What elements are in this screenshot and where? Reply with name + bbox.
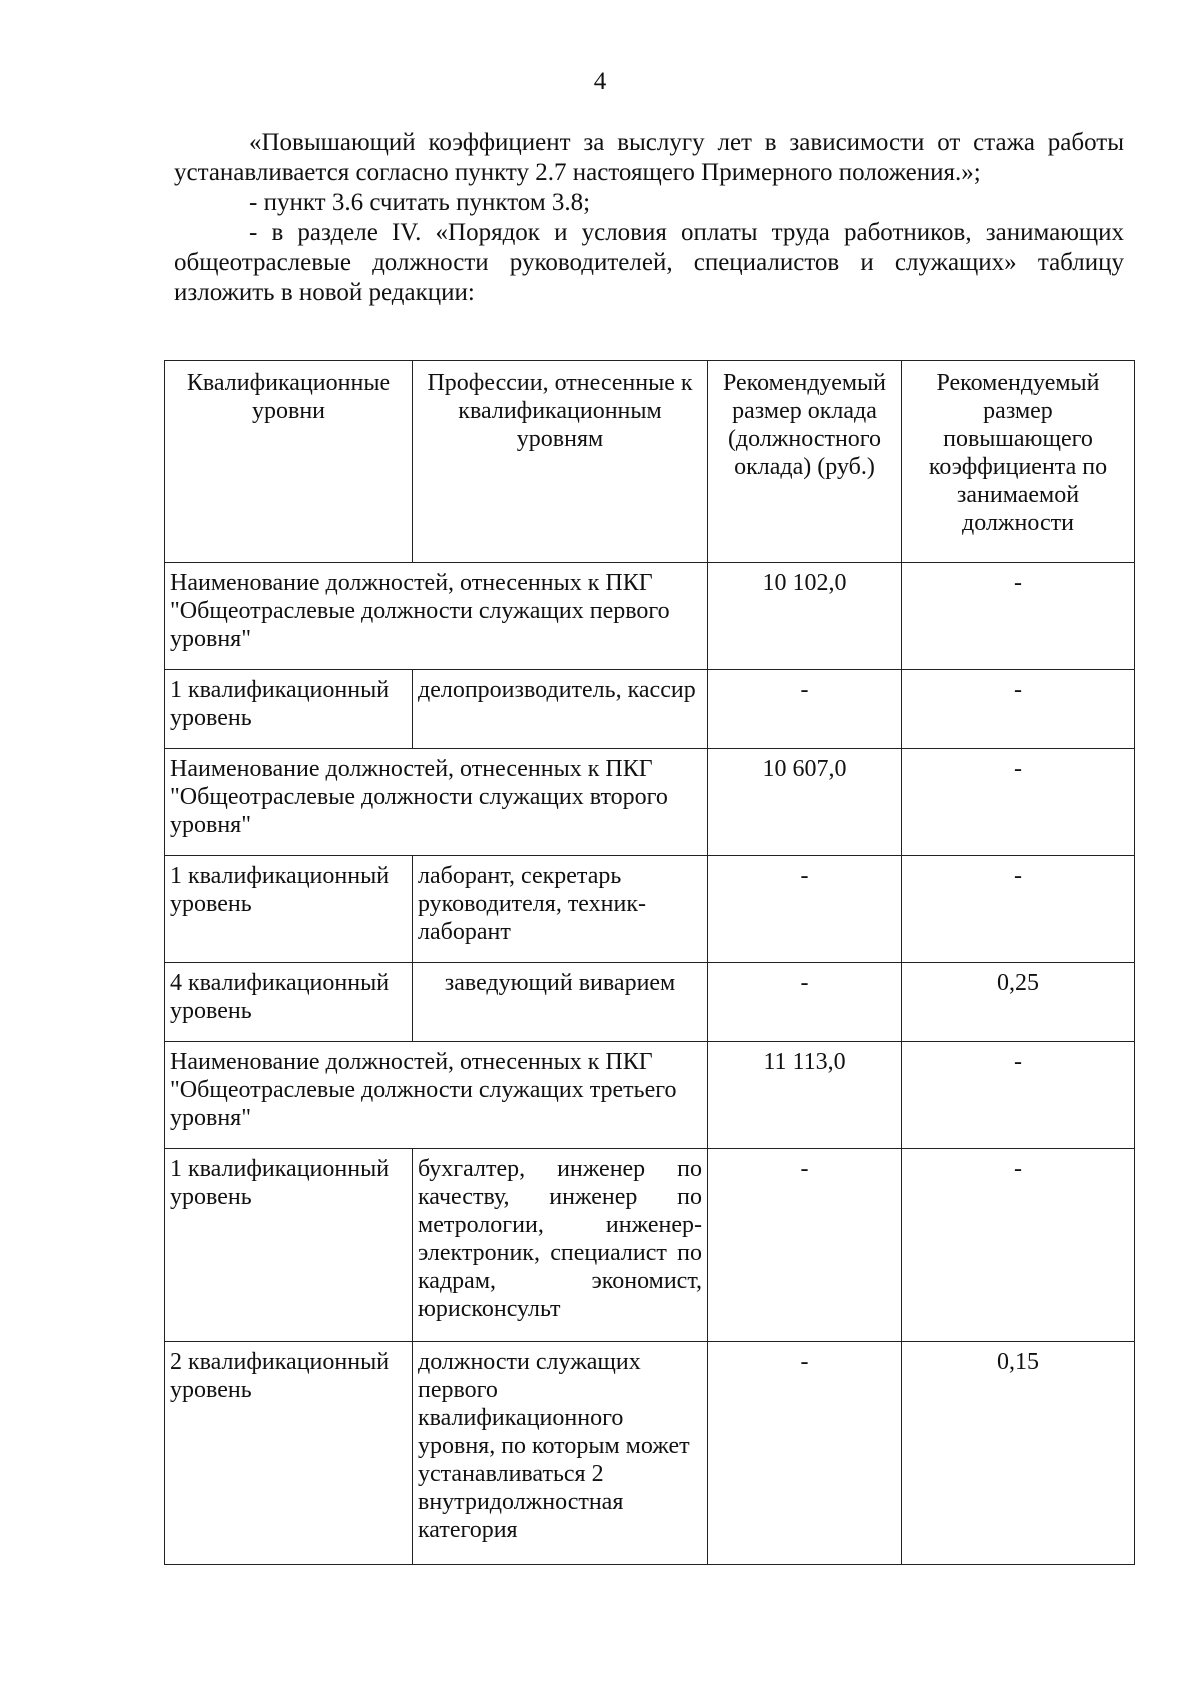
group-name-cell: Наименование должностей, отнесенных к ПКГ "Общеотраслевые должности служащих второго уровня" — [165, 749, 708, 856]
group-name-cell: Наименование должностей, отнесенных к ПКГ "Общеотраслевые должности служащих третьего уровня" — [165, 1042, 708, 1149]
profession-cell: заведующий виварием — [413, 963, 708, 1042]
salary-table — [164, 360, 1135, 1565]
profession-cell: бухгалтер, инженер по качеству, инженер по метрологии, инженер-электроник, специалист по кадрам, экономист, юрисконсульт — [413, 1149, 708, 1342]
salary-cell: - — [708, 1149, 902, 1342]
header-levels: Квалификационные уровни — [165, 361, 413, 563]
level-cell: 2 квалификационный уровень — [165, 1342, 413, 1565]
salary-cell: 10 102,0 — [708, 563, 902, 670]
profession-cell: должности служащих первого квалификационного уровня, по которым может устанавливаться 2 внутридолжностная категория — [413, 1342, 708, 1565]
coefficient-cell: - — [902, 563, 1135, 670]
coefficient-cell: - — [902, 670, 1135, 749]
table-row — [165, 1342, 1135, 1565]
level-cell: 4 квалификационный уровень — [165, 963, 413, 1042]
intro-paragraph-2: - пункт 3.6 считать пунктом 3.8; — [249, 189, 591, 216]
intro-paragraph-1: «Повышающий коэффициент за выслугу лет в зависимости от стажа работы устанавливается согласно пункту 2.7 настоящего Примерного положения.»; — [174, 129, 1124, 186]
level-cell: 1 квалификационный уровень — [165, 1149, 413, 1342]
salary-cell: - — [708, 963, 902, 1042]
coefficient-cell: 0,25 — [902, 963, 1135, 1042]
table-row — [165, 563, 1135, 670]
table-row — [165, 1042, 1135, 1149]
intro-paragraph-3: - в разделе IV. «Порядок и условия оплаты труда работников, занимающих общеотраслевые должности руководителей, специалистов и служащих» таблицу изложить в новой редакции: — [174, 219, 1124, 306]
table-row — [165, 749, 1135, 856]
page-number: 4 — [593, 68, 607, 95]
table-row — [165, 856, 1135, 963]
level-cell: 1 квалификационный уровень — [165, 856, 413, 963]
header-coefficient: Рекомендуемый размер повышающего коэффициента по занимаемой должности — [902, 361, 1135, 563]
salary-cell: 11 113,0 — [708, 1042, 902, 1149]
salary-cell: 10 607,0 — [708, 749, 902, 856]
coefficient-cell: - — [902, 749, 1135, 856]
salary-cell: - — [708, 670, 902, 749]
coefficient-cell: - — [902, 1149, 1135, 1342]
header-salary: Рекомендуемый размер оклада (должностного оклада) (руб.) — [708, 361, 902, 563]
table-row — [165, 963, 1135, 1042]
salary-cell: - — [708, 1342, 902, 1565]
profession-cell: делопроизводитель, кассир — [413, 670, 708, 749]
coefficient-cell: - — [902, 1042, 1135, 1149]
table-row — [165, 670, 1135, 749]
coefficient-cell: 0,15 — [902, 1342, 1135, 1565]
table-header-row — [165, 361, 1135, 563]
coefficient-cell: - — [902, 856, 1135, 963]
level-cell: 1 квалификационный уровень — [165, 670, 413, 749]
salary-cell: - — [708, 856, 902, 963]
group-name-cell: Наименование должностей, отнесенных к ПКГ "Общеотраслевые должности служащих первого уровня" — [165, 563, 708, 670]
intro-text — [174, 128, 1124, 308]
profession-cell: лаборант, секретарь руководителя, техник-лаборант — [413, 856, 708, 963]
header-professions: Профессии, отнесенные к квалификационным уровням — [413, 361, 708, 563]
table-row — [165, 1149, 1135, 1342]
